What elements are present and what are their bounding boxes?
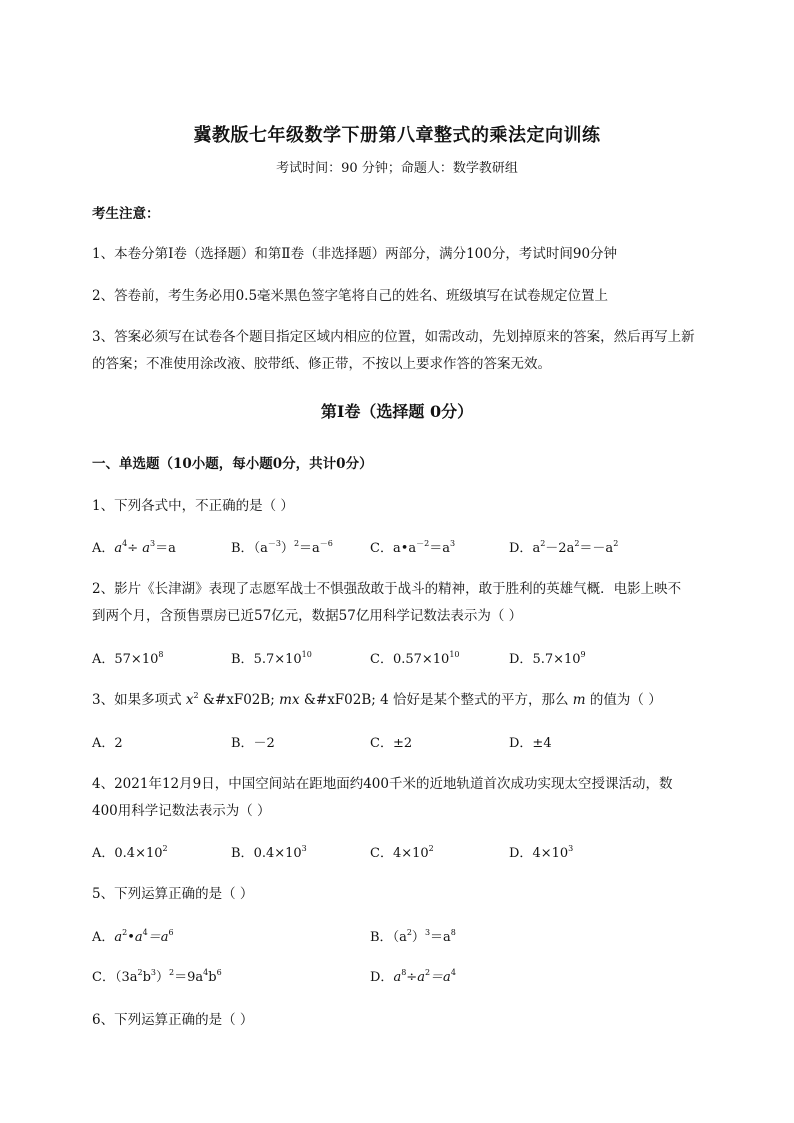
question-2-stem: 到两个月，含预售票房已近57亿元，数据57亿用科学记数法表示为（ ） [92, 608, 523, 624]
notice-item: 的答案；不准使用涂改液、胶带纸、修正带，不按以上要求作答的答案无效。 [92, 356, 551, 372]
question-1-option-d: D．$a^2-2a^2=-a^2$ [509, 539, 619, 556]
question-5-option-a: A．$a^2•a^4=a^6$ [92, 928, 174, 945]
question-5-stem: 5、下列运算正确的是（ ） [92, 886, 254, 902]
question-3-option-a: A．2 [92, 736, 123, 751]
question-3-option-c: C．±2 [370, 736, 413, 751]
question-1-option-a: A．$a^4\div a^3=a$ [92, 539, 176, 556]
question-2-option-c: C．$0.57\times 10^{10}$ [370, 650, 460, 667]
part-heading: 一、单选题（10小题，每小题0分，共计0分） [92, 456, 373, 472]
question-4-stem: 400用科学记数法表示为（ ） [92, 803, 271, 819]
question-5-option-d: D．$a^8\div a^2=a^4$ [370, 968, 456, 985]
question-3-stem: 3、如果多项式 $x^2$ &#xF02B; mx &#xF02B; 4 恰好是某个整式的平方，那么 m 的值为（ ） [92, 691, 662, 708]
question-4-option-c: C．$4\times 10^2$ [370, 844, 434, 861]
question-4-option-d: D．$4\times 10^3$ [509, 844, 574, 861]
notice-item: 3、答案必须写在试卷各个题目指定区域内相应的位置，如需改动，先划掉原来的答案，然后再写上新 [92, 329, 695, 345]
page-subtitle: 考试时间：90 分钟；命题人：数学教研组 [276, 161, 518, 176]
question-5-option-c: C．$(3a^2b^3)^2=9a^4b^6$ [92, 968, 222, 985]
question-2-option-d: D．$5.7\times 10^9$ [509, 650, 586, 667]
notice-item: 2、答卷前，考生务必用0.5毫米黑色签字笔将自己的姓名、班级填写在试卷规定位置上 [92, 288, 609, 304]
question-4-stem: 4、2021年12月9日，中国空间站在距地面约400千米的近地轨道首次成功实现太空授课活动，数 [92, 776, 673, 792]
question-4-option-a: A．$0.4\times 10^2$ [92, 844, 168, 861]
question-2-option-a: A．$57\times 10^8$ [92, 650, 164, 667]
question-5-option-b: B．$(a^2)^3=a^8$ [370, 928, 456, 945]
question-1-stem: 1、下列各式中，不正确的是（ ） [92, 498, 294, 514]
question-2-option-b: B．$5.7\times 10^{10}$ [231, 650, 312, 667]
question-4-option-b: B．$0.4\times 10^3$ [231, 844, 307, 861]
notice-heading: 考生注意： [92, 206, 160, 222]
section-title: 第I卷（选择题 0分） [320, 402, 474, 421]
question-2-stem: 2、影片《长津湖》表现了志愿军战士不惧强敌敢于战斗的精神，敢于胜利的英雄气概．电影上映不 [92, 581, 682, 597]
question-1-option-b: B．$(a^{-3})^2=a^{-6}$ [231, 539, 333, 556]
question-1-option-c: C．$a•a^{-2}=a^3$ [370, 539, 456, 556]
page-title: 冀教版七年级数学下册第八章整式的乘法定向训练 [193, 125, 601, 146]
question-3-option-b: B．－2 [231, 736, 275, 751]
question-6-stem: 6、下列运算正确的是（ ） [92, 1012, 254, 1028]
notice-item: 1、本卷分第I卷（选择题）和第Ⅱ卷（非选择题）两部分，满分100分，考试时间90分钟 [92, 246, 618, 262]
question-3-option-d: D．±4 [509, 736, 552, 751]
